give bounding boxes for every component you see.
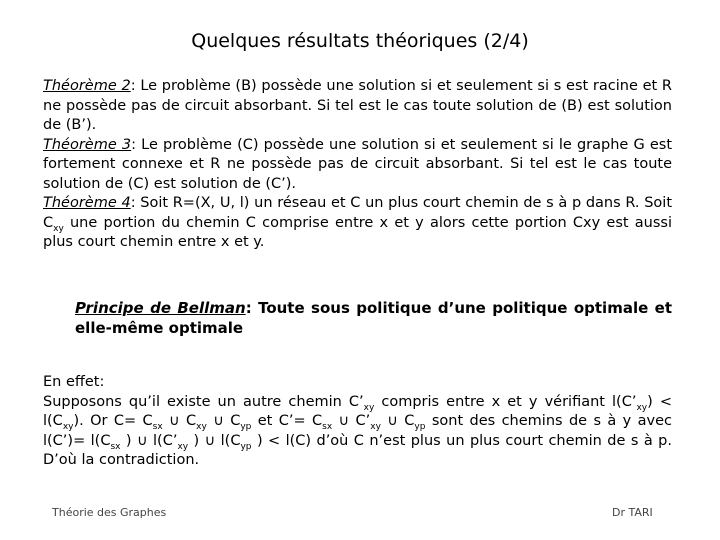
footer-left: Théorie des Graphes (52, 506, 167, 519)
proof-part: ∪ C (206, 413, 241, 429)
proof-sub: sx (322, 421, 333, 432)
proof-intro: En effet: (43, 374, 105, 390)
proof-part: ). Or C= C (73, 413, 153, 429)
proof-part: ) < l(C) d’où C n’est plus un plus court chemin de s à p. D’où la contradiction. (43, 432, 672, 468)
proof-sub: xy (363, 402, 375, 413)
theorem-2-name: Théorème 2 (43, 78, 131, 94)
theorem-4-text-a: : Soit R=(X, U, l) un réseau et C un plus court chemin de s à p dans R. Soit C (43, 195, 672, 231)
proof-text (43, 393, 672, 471)
principle-name: Principe de Bellman (75, 299, 246, 317)
footer-right: Dr TARI (612, 506, 653, 519)
proof-sub: yp (240, 441, 252, 452)
theorem-3-text: : Le problème (C) possède une solution si et seulement si le graphe G est fortement connexe et R ne possède pas de circuit absorbant. Si tel est le cas toute solution de (C) est solution de (C’). (43, 136, 673, 192)
proof-sub: xy (62, 421, 74, 432)
theorem-4-text-b: une portion du chemin C comprise entre x et y alors cette portion Cxy est aussi plus court chemin entre x et y. (43, 214, 672, 250)
proof-part: ) ∪ l(C’ (120, 432, 178, 449)
proof-sub: xy (196, 421, 207, 432)
proof-part: ∪ C (162, 413, 197, 429)
theorem-4-sub: xy (53, 223, 64, 234)
theorem-4 (43, 194, 672, 253)
theorem-4-name: Théorème 4 (43, 195, 131, 211)
proof-part: ) < l(C (43, 393, 672, 429)
bellman-principle (75, 298, 672, 338)
theorem-3-name: Théorème 3 (43, 136, 132, 153)
theorem-2 (43, 77, 672, 136)
proof-sub: yp (414, 421, 426, 432)
proof-sub: xy (370, 421, 381, 432)
proof-part: ∪ C (380, 413, 415, 429)
slide-title: Quelques résultats théoriques (2/4) (191, 30, 529, 52)
proof-sub: sx (110, 441, 121, 452)
proof-sub: yp (240, 421, 252, 432)
theorem-2-text: : Le problème (B) possède une solution si et seulement si s est racine et R ne possède pas de circuit absorbant. Si tel est le cas toute solution de (B) est solution de (B’). (43, 78, 672, 133)
proof-part: Supposons qu’il existe un autre chemin C’ (43, 393, 364, 410)
principle-text: : Toute sous politique d’une politique optimale et elle-même optimale (75, 299, 672, 337)
proof-part: ∪ C’ (332, 413, 371, 429)
proof-block (43, 373, 672, 471)
proof-part: sont des chemins de s à y avec l(C’)= l(C (43, 413, 672, 449)
proof-sub: xy (636, 402, 648, 413)
proof-part: et C’= C (251, 413, 323, 429)
proof-part: compris entre x et y vérifiant l(C’ (374, 393, 637, 410)
theorem-3 (43, 136, 672, 195)
proof-sub: sx (152, 421, 163, 432)
theorems-block (43, 77, 672, 253)
proof-sub: xy (177, 441, 189, 452)
proof-part: ) ∪ l(C (188, 432, 241, 449)
